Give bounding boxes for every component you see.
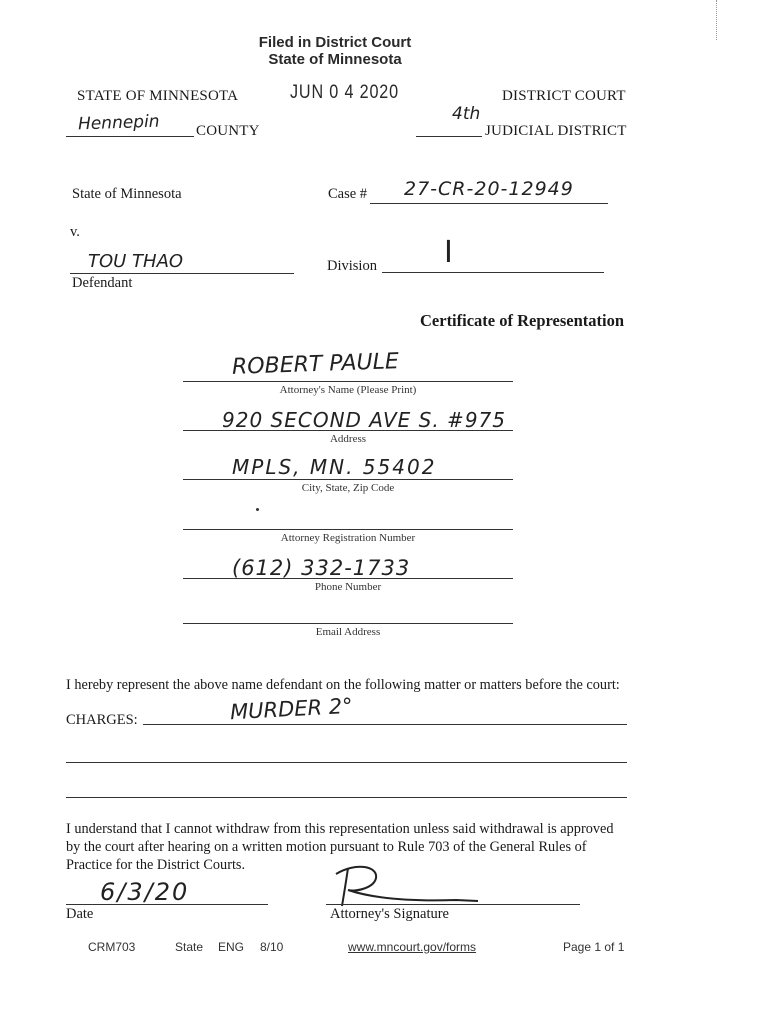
- address-line: [183, 430, 513, 431]
- division-value: I: [444, 235, 453, 270]
- page-number: Page 1 of 1: [563, 940, 625, 954]
- stamp-line-2: State of Minnesota: [268, 51, 402, 68]
- charges-value: MURDER 2°: [229, 693, 354, 725]
- versus: v.: [70, 224, 80, 240]
- phone-value: (612) 332-1733: [232, 556, 411, 580]
- email-line: [183, 623, 513, 624]
- county-value: Hennepin: [77, 111, 160, 135]
- attorney-name-line: [183, 381, 513, 382]
- city-value: MPLS, MN. 55402: [232, 455, 437, 479]
- date-value: 6/3/20: [100, 878, 190, 906]
- address-value: 920 SECOND AVE S. #975: [222, 408, 506, 432]
- withdrawal-statement: I understand that I cannot withdraw from this representation unless said withdrawal is approved by the court after hearing on a written motion pursuant to Rule 703 of the General Rules of Practice for the District Courts.: [66, 821, 614, 873]
- form-revision: 8/10: [260, 940, 284, 954]
- date-line: [66, 904, 268, 905]
- document-title: Certificate of Representation: [420, 311, 625, 330]
- charges-label: CHARGES:: [66, 712, 138, 728]
- form-code: CRM703: [88, 940, 136, 954]
- county-label: COUNTY: [196, 123, 260, 139]
- registration-label: Attorney Registration Number: [280, 532, 416, 544]
- charges-line-3: [66, 797, 627, 798]
- attorney-name-value: ROBERT PAULE: [231, 349, 400, 380]
- stamp-line-1: Filed in District Court: [258, 34, 412, 51]
- phone-label: Phone Number: [314, 581, 382, 593]
- district-underline: [416, 136, 482, 137]
- city-line: [183, 479, 513, 480]
- representation-statement: I hereby represent the above name defendant on the following matter or matters before the court:: [66, 677, 620, 693]
- city-label: City, State, Zip Code: [301, 482, 395, 494]
- stamp-date: JUN 0 4 2020: [290, 82, 399, 103]
- form-state: State: [175, 940, 204, 954]
- registration-line: [183, 529, 513, 530]
- district-value: 4th: [452, 104, 481, 124]
- district-label: JUDICIAL DISTRICT: [485, 123, 627, 139]
- defendant-value: TOU THAO: [88, 251, 184, 272]
- defendant-label: Defendant: [72, 275, 133, 291]
- attorney-signature: [326, 860, 486, 910]
- court-heading: DISTRICT COURT: [502, 88, 626, 104]
- date-label: Date: [66, 906, 94, 922]
- filing-stamp: [240, 34, 430, 68]
- plaintiff-name: State of Minnesota: [72, 186, 182, 202]
- scan-edge-mark: [716, 0, 717, 40]
- division-label: Division: [327, 258, 377, 274]
- signature-label: Attorney's Signature: [330, 906, 449, 922]
- attorney-name-label: Attorney's Name (Please Print): [279, 384, 417, 396]
- charges-line-1: [143, 724, 627, 725]
- forms-link[interactable]: www.mncourt.gov/forms: [348, 940, 477, 954]
- division-underline: [382, 272, 604, 273]
- stray-mark: [256, 508, 259, 511]
- email-label: Email Address: [315, 626, 381, 638]
- case-label: Case #: [328, 186, 368, 202]
- case-number: 27-CR-20-12949: [404, 178, 574, 200]
- address-label: Address: [329, 433, 367, 445]
- case-underline: [370, 203, 608, 204]
- signature-line: [326, 904, 580, 905]
- county-underline: [66, 136, 194, 137]
- form-language: ENG: [218, 940, 245, 954]
- phone-line: [183, 578, 513, 579]
- charges-line-2: [66, 762, 627, 763]
- state-heading: STATE OF MINNESOTA: [77, 88, 239, 104]
- defendant-underline: [70, 273, 294, 274]
